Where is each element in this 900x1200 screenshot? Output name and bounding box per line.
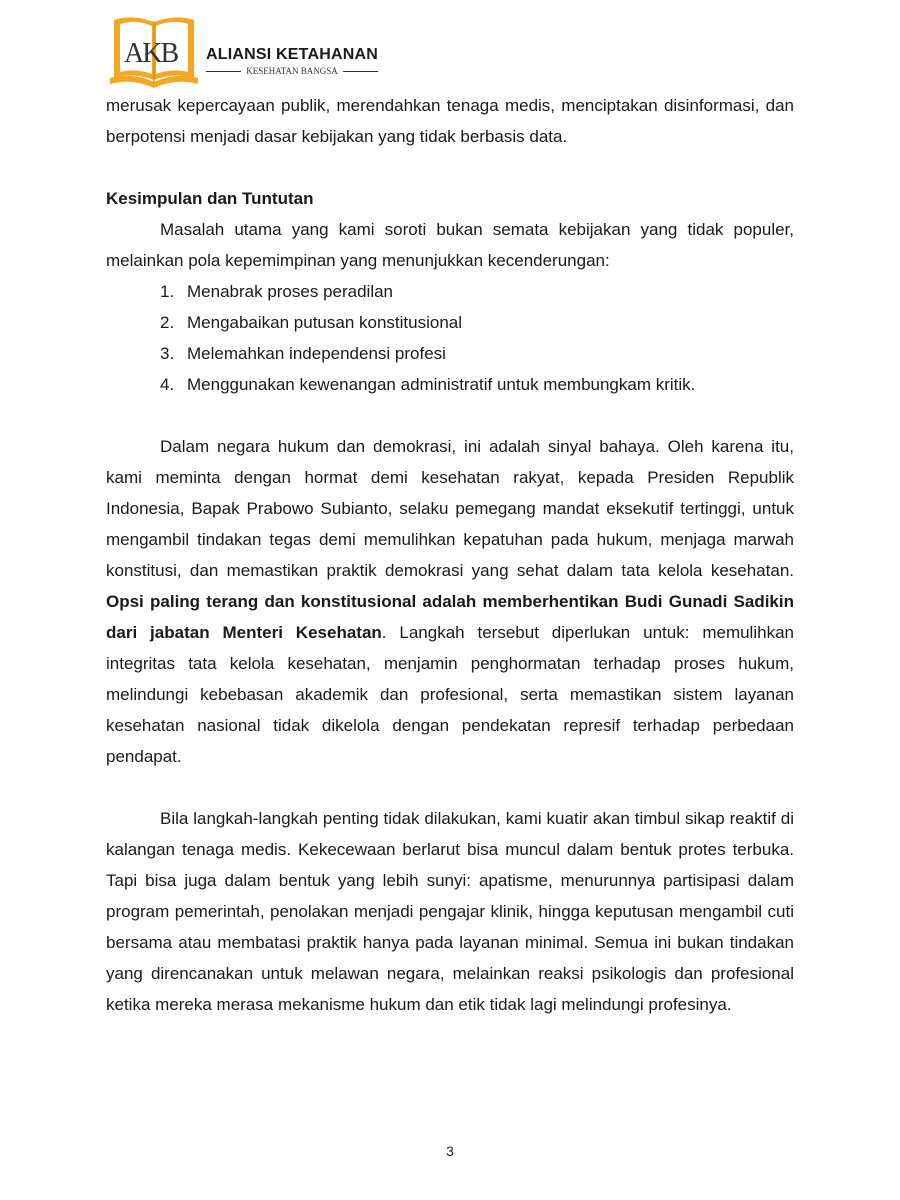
list-item bbox=[106, 369, 794, 400]
right-rule bbox=[343, 71, 378, 72]
list-number: 1. bbox=[160, 282, 175, 301]
list-text: Melemahkan independensi profesi bbox=[187, 344, 446, 363]
letterhead bbox=[108, 12, 408, 92]
intro-paragraph: merusak kepercayaan publik, merendahkan tenaga medis, menciptakan disinformasi, dan berpotensi menjadi dasar kebijakan yang tidak berbasis data. bbox=[106, 96, 794, 146]
list-text: Menabrak proses peradilan bbox=[187, 282, 394, 301]
demand-paragraph bbox=[106, 431, 794, 772]
brand-subtitle: KESEHATAN BANGSA bbox=[246, 66, 338, 76]
logo-monogram: AKB bbox=[124, 38, 178, 69]
list-text: Mengabaikan putusan konstitusional bbox=[187, 313, 463, 332]
brand-subtitle-row bbox=[206, 66, 378, 76]
list-item bbox=[106, 307, 794, 338]
list-number: 4. bbox=[160, 375, 175, 394]
brand-name: ALIANSI KETAHANAN bbox=[206, 46, 378, 63]
section-lead: Masalah utama yang kami soroti bukan semata kebijakan yang tidak populer, melainkan pola kepemimpinan yang menunjukkan kecenderungan: bbox=[106, 220, 794, 270]
demand-text-end: . Langkah tersebut diperlukan untuk: memulihkan integritas tata kelola kesehatan, menjamin penghormatan terhadap proses hukum, melindungi kebebasan akademik dan profesional, serta memastikan sistem layanan kesehatan nasional tidak dikelola dengan pendekatan represif terhadap perbedaan pendapat. bbox=[106, 623, 794, 766]
demand-text-bold: Opsi paling terang dan konstitusional adalah memberhentikan Budi Gunadi Sadikin dari jabatan Menteri Kesehatan bbox=[106, 592, 794, 642]
tendency-list bbox=[106, 276, 794, 400]
list-number: 2. bbox=[160, 313, 175, 332]
demand-text-start: Dalam negara hukum dan demokrasi, ini adalah sinyal bahaya. Oleh karena itu, kami meminta dengan hormat demi kesehatan rakyat, kepada Presiden Republik Indonesia, Bapak Prabowo Subianto, selaku pemegang mandat eksekutif tertinggi, untuk mengambil tindakan tegas demi memulihkan kepatuhan pada hukum, menjaga marwah konstitusi, dan memastikan praktik demokrasi yang sehat dalam tata kelola kesehatan. bbox=[106, 437, 794, 580]
list-item bbox=[106, 276, 794, 307]
left-rule bbox=[206, 71, 241, 72]
page-number: 3 bbox=[446, 1143, 454, 1159]
list-item bbox=[106, 338, 794, 369]
list-number: 3. bbox=[160, 344, 175, 363]
document-body bbox=[106, 90, 794, 1020]
section-heading: Kesimpulan dan Tuntutan bbox=[106, 189, 314, 208]
warning-paragraph: Bila langkah-langkah penting tidak dilakukan, kami kuatir akan timbul sikap reaktif di kalangan tenaga medis. Kekecewaan berlarut bisa muncul dalam bentuk protes terbuka. Tapi bisa juga dalam bentuk yang lebih sunyi: apatisme, menurunnya partisipasi dalam program pemerintah, penolakan menjadi pengajar klinik, hingga keputusan mengambil cuti bersama atau membatasi praktik hanya pada layanan minimal. Semua ini bukan tindakan yang direncanakan untuk melawan negara, melainkan reaksi psikologis dan profesional ketika mereka merasa mekanisme hukum dan etik tidak lagi melindungi profesinya. bbox=[106, 809, 794, 1014]
list-text: Menggunakan kewenangan administratif untuk membungkam kritik. bbox=[187, 375, 696, 394]
